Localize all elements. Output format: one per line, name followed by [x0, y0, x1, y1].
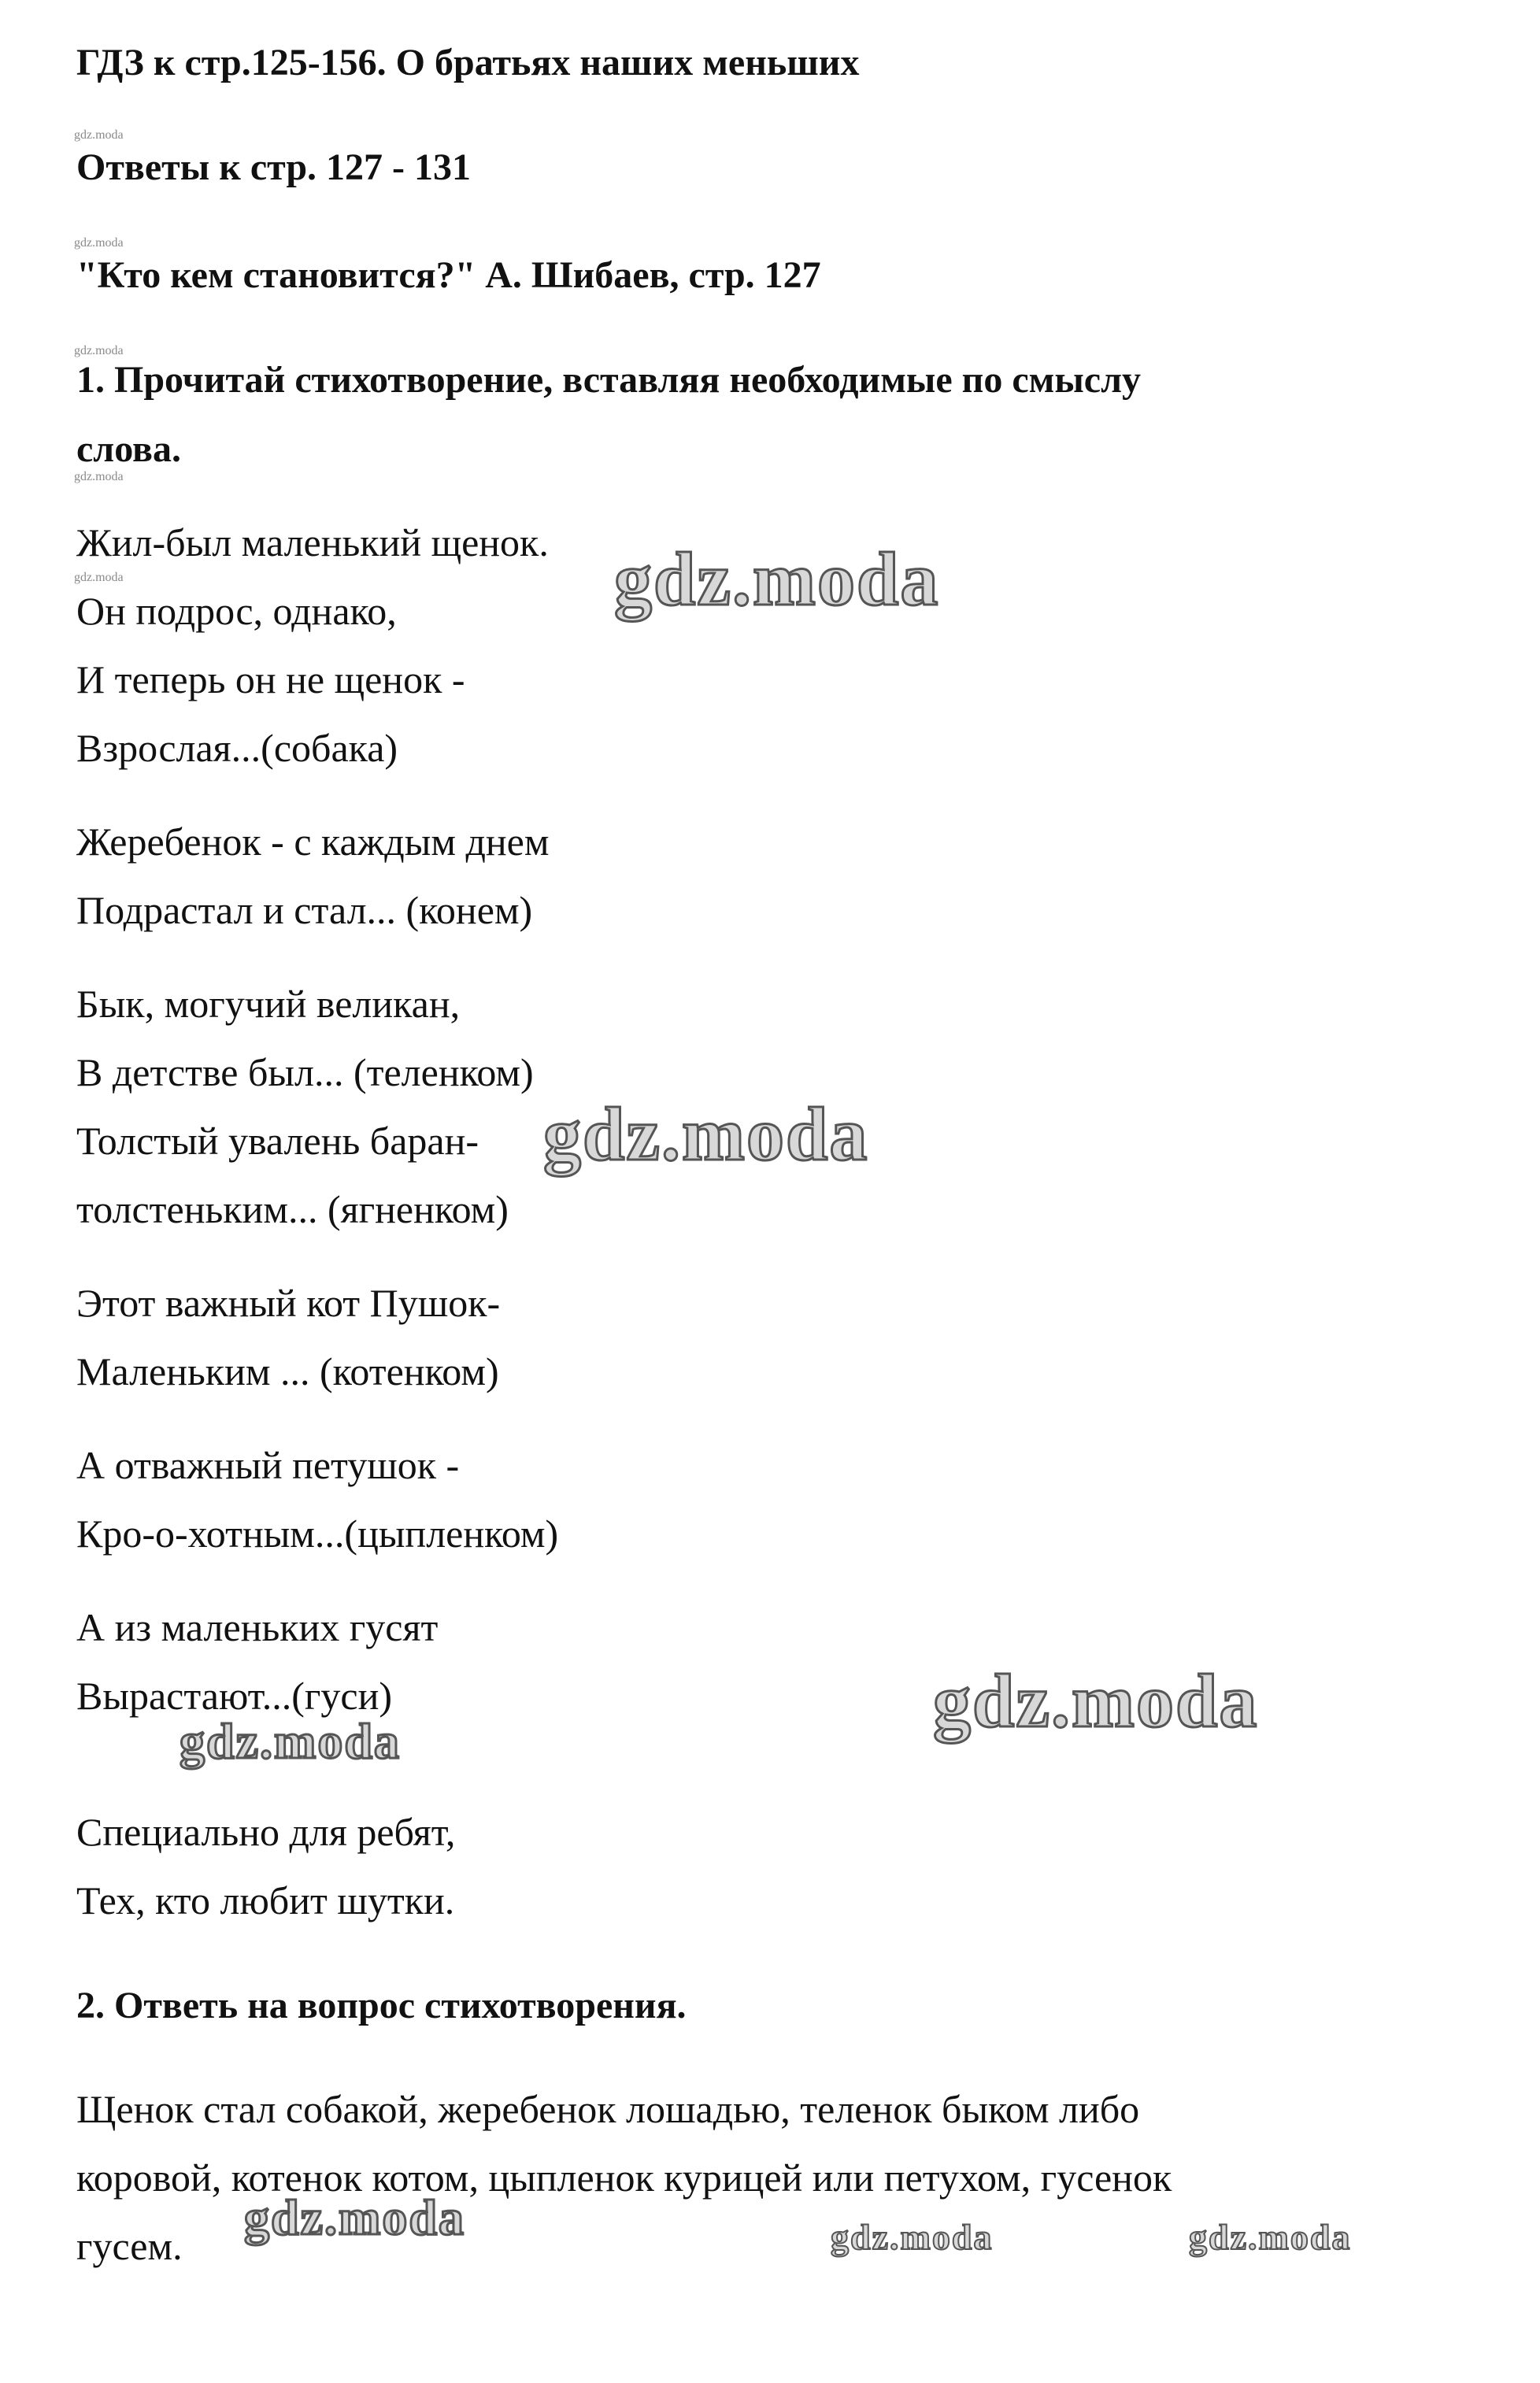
page-title: ГДЗ к стр.125-156. О братьях наших меньших: [76, 42, 860, 83]
watermark-small: gdz.moda: [74, 470, 124, 483]
poem-line: В детстве был... (теленком): [76, 1050, 534, 1094]
poem-line: Вырастают...(гуси): [76, 1674, 393, 1718]
watermark-small: gdz.moda: [74, 571, 124, 584]
watermark-small: gdz.moda: [74, 128, 124, 142]
poem-line: Жеребенок - с каждым днем: [76, 820, 550, 864]
task1-heading: 1. Прочитай стихотворение, вставляя необходимые по смыслу: [76, 359, 1142, 401]
answer-line: коровой, котенок котом, цыпленок курицей или петухом, гусенок: [76, 2155, 1172, 2200]
poem-line: Кро-о-хотным...(цыпленком): [76, 1512, 559, 1556]
poem-line: Взрослая...(собака): [76, 726, 398, 770]
task1-heading-cont: слова.: [76, 428, 181, 470]
poem-line: Толстый увалень баран-: [76, 1119, 479, 1163]
watermark-logo: gdz.moda: [543, 1092, 869, 1176]
poem-line: Он подрос, однако,: [76, 589, 397, 633]
answer-line: гусем.: [76, 2224, 183, 2268]
task2-heading: 2. Ответь на вопрос стихотворения.: [76, 1985, 687, 2026]
poem-line: Маленьким ... (котенком): [76, 1349, 499, 1393]
poem-line: Специально для ребят,: [76, 1810, 456, 1854]
watermark-logo: gdz.moda: [831, 2217, 994, 2257]
watermark-logo: gdz.moda: [244, 2189, 465, 2245]
answer-line: Щенок стал собакой, жеребенок лошадью, теленок быком либо: [76, 2087, 1140, 2131]
poem-line: Жил-был маленький щенок.: [76, 520, 549, 564]
poem-line: Этот важный кот Пушок-: [76, 1281, 501, 1325]
watermark-small: gdz.moda: [74, 236, 124, 250]
poem-line: А отважный петушок -: [76, 1443, 460, 1487]
poem-line: Подрастал и стал... (конем): [76, 888, 533, 932]
poem-line: И теперь он не щенок -: [76, 657, 465, 701]
watermark-logo: gdz.moda: [1189, 2217, 1352, 2257]
watermark-small: gdz.moda: [74, 344, 124, 357]
poem-line: толстеньким... (ягненком): [76, 1187, 509, 1231]
poem-line: А из маленьких гусят: [76, 1605, 439, 1649]
poem-title: "Кто кем становится?" А. Шибаев, стр. 127: [76, 254, 821, 296]
section-subtitle: Ответы к стр. 127 - 131: [76, 146, 471, 188]
poem-line: Тех, кто любит шутки.: [76, 1878, 455, 1922]
watermark-logo: gdz.moda: [933, 1659, 1259, 1743]
poem-line: Бык, могучий великан,: [76, 982, 461, 1026]
watermark-logo: gdz.moda: [180, 1713, 401, 1769]
watermark-logo: gdz.moda: [614, 537, 940, 621]
